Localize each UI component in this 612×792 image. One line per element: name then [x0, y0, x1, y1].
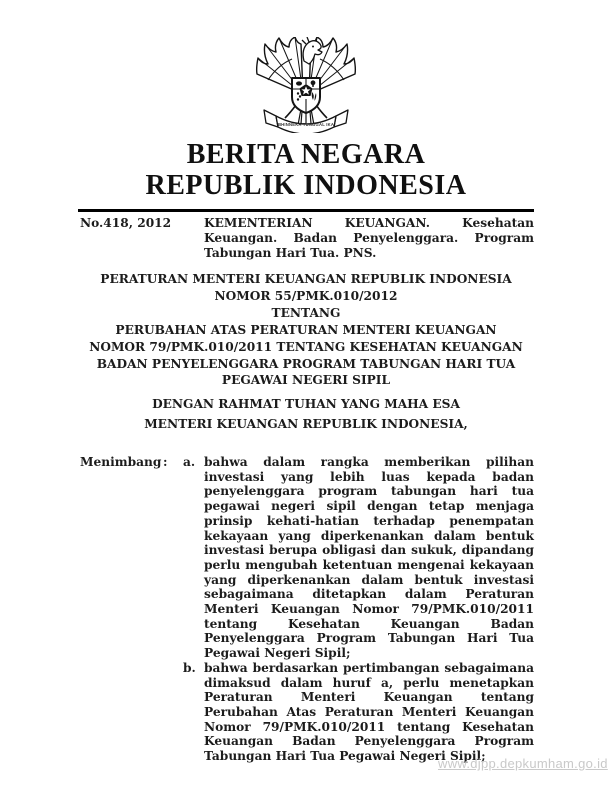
item-b-text: bahwa berdasarkan pertimbangan sebagaimana dimaksud dalam huruf a, perlu menetapkan Peraturan Menteri Keuangan tentang Perubahan Atas Peraturan Menteri Keuangan Nomor 79/PMK.010/2011 tentang Kesehatan Keuangan Badan Penyelenggara Program Tabungan Hari Tua Pegawai Negeri Sipil; [204, 660, 534, 764]
regulation-number-line: NOMOR 55/PMK.010/2012 [214, 288, 398, 303]
menimbang-item-a [183, 455, 534, 661]
preamble-minister-line: MENTERI KEUANGAN REPUBLIK INDONESIA, [144, 416, 468, 431]
gazette-title-line2: REPUBLIK INDONESIA [145, 170, 467, 201]
menimbang-section [80, 455, 534, 764]
regulation-subject-line: BADAN PENYELENGGARA PROGRAM TABUNGAN HARI TUA [96, 356, 516, 371]
gazette-number: No.418, 2012 [80, 216, 172, 230]
item-a-text: bahwa dalam rangka memberikan pilihan investasi yang lebih luas kepada badan penyelenggara program tabungan hari tua pegawai negeri sipil dengan tetap menjaga prinsip kehati-hatian terhadap penempatan kekayaan yang diperkenankan dalam bentuk investasi berupa obligasi dan sukuk, dipandang perlu mengubah ketentuan mengenai kekayaan yang diperkenankan dalam bentuk investasi sebagaimana ditetapkan dalam Peraturan Menteri Keuangan Nomor 79/PMK.010/2011 tentang Kesehatan Keuangan Badan Penyelenggara Program Tabungan Hari Tua Pegawai Negeri Sipil; [204, 455, 534, 661]
preamble [78, 395, 534, 434]
regulation-title-line: PERATURAN MENTERI KEUANGAN REPUBLIK INDONESIA [100, 272, 512, 286]
regulation-tentang-line: TENTANG [271, 305, 341, 320]
garuda-pancasila-icon [252, 37, 360, 133]
regulation-subject-line: PEGAWAI NEGERI SIPIL [221, 373, 391, 388]
regulation-subject-line: PERUBAHAN ATAS PERATURAN MENTERI KEUANGAN [115, 322, 497, 337]
garuda-pancasila-emblem [252, 37, 360, 133]
gazette-title-line1: BERITA NEGARA [186, 139, 426, 170]
menimbang-label: Menimbang [80, 455, 162, 469]
regulation-subject-line: NOMOR 79/PMK.010/2011 TENTANG KESEHATAN KEUANGAN [89, 339, 523, 354]
menimbang-item-b [183, 661, 534, 764]
preamble-grace-line: DENGAN RAHMAT TUHAN YANG MAHA ESA [152, 397, 460, 411]
item-b-marker: b. [183, 660, 196, 675]
emblem-motto-text: BHINNEKA TUNGGAL IKA [277, 122, 335, 127]
gazette-subject: KEMENTERIAN KEUANGAN. Kesehatan Keuangan. Badan Penyelenggara. Program Tabungan Hari Tua. PNS. [204, 216, 534, 260]
gazette-header [80, 216, 534, 260]
website-watermark: www.djpp.depkumham.go.id [438, 756, 608, 771]
masthead-divider [78, 209, 534, 212]
menimbang-items [183, 455, 534, 764]
regulation-title [78, 271, 534, 389]
menimbang-colon: : [163, 455, 168, 469]
item-a-marker: a. [183, 455, 196, 469]
masthead [0, 139, 612, 201]
